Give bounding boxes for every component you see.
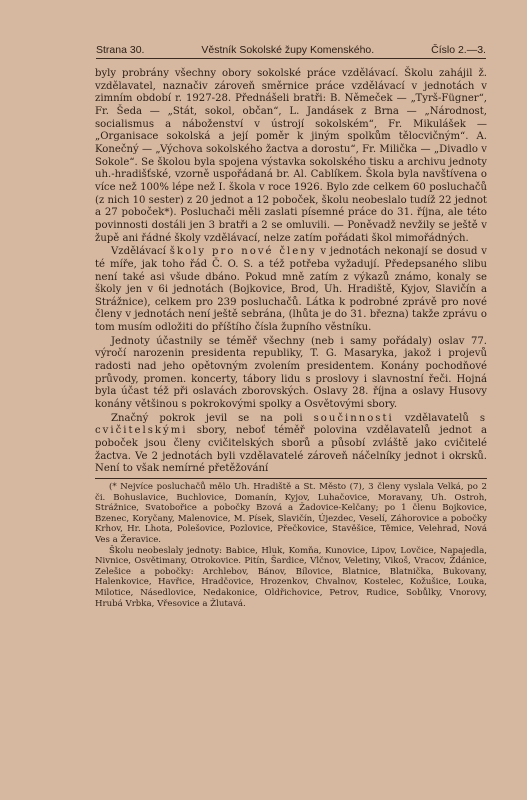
emphasized-text: školy pro nové členy [169,246,317,258]
emphasized-text: s cvičitelskými [95,412,487,437]
paragraph [95,413,487,476]
paragraph-text: Značný pokrok jevil se na poli [111,412,314,424]
footnote-divider [95,478,487,479]
page-number: Strana 30. [96,44,145,56]
paragraph [95,336,487,412]
page-header [96,44,486,59]
paragraph-text: sbory, neboť téměř polovina vzdělavatelů jednot a poboček jsou členy cvičitelských sborů a působí zvláště jako cvičitelé žactva. Ve 2 jednotách byli vzdělavatelé zároveň náčelníky jednot i okrsků. Není to však nemírné přetěžování [95,425,487,475]
footnotes [95,482,487,609]
paragraph-text: v jednotách nekonají se dosud v té míře, jak toho řád Č. O. S. a též potřeba vyžadují. Předepsaného slibu není také asi všude dbáno. Pokud mně zatím z výkazů známo, konaly se školy jen v 6i jednotách (Bojkovice, Brod, Uh. Hradiště, Kyjov, Slavičín a Strážnice), celkem pro 239 posluchačů. Látka k podrobné zprávě pro nové členy v jednotách není ještě sebrána, (lhůta je do 31. března) takže zprávu o tom musím odložiti do příštího čísla župního věstníku. [95,246,487,334]
issue-number: Číslo 2.—3. [431,44,486,56]
paragraph [95,246,487,335]
emphasized-text: součinnosti [313,412,394,424]
paragraph-text: Jednoty účastnily se téměř všechny (neb i samy pořádaly) oslav 77. výročí narozenin presidenta republiky, T. G. Masaryka, jakož i projevů radosti nad jeho opětovným zvolením presidentem. Konány pochodňové průvody, promen. koncerty, tábory lidu s proslovy i slavnostní řeči. Hojná byla účast též při oslavách zborovských. Oslavy 28. října a oslavy Husovy konány většinou s pokrokovými spolky a Osvětovými sbory. [95,335,487,411]
journal-title: Věstník Sokolské župy Komenského. [201,44,375,56]
footnote: Školu neobeslaly jednoty: Babice, Hluk, Komňa, Kunovice, Lipov, Lovčice, Napajedla, Nivnice, Osvětimany, Otrokovice. Pitín, Šardice, Vlčnov, Veletiny, Vikoš, Vracov, Ždánice, Zelešice a pobočky: Archlebov, Bánov, Bílovice, Blatnice, Blatnička, Bukovany, Halenkovice, Havřice, Hradčovice, Hrozenkov, Chvalnov, Kostelec, Kožušice, Louka, Milotice, Násedlovice, Nedakonice, Oldřichovice, Petrov, Rudice, Sobůlky, Vnorovy, Hrubá Vrbka, Vřesovice a Žlutavá. [95,545,487,609]
footnote: (* Nejvíce posluchačů mělo Uh. Hradiště a St. Město (7), 3 členy vyslala Velká, po 2 či. Bohuslavice, Buchlovice, Domanín, Kyjov, Luhačovice, Moravany, Uh. Ostroh, Strážnice, Svatobořice a pobočky Bzová a Žadovice-Kelčany; po 1 členu Bojkovice, Bzenec, Koryčany, Malenovice, M. Písek, Slavičín, Újezdec, Veselí, Záhorovice a pobočky Krhov, Hr. Lhota, Polešovice, Pozlovice, Přečkovice, Stavěšice, Těmice, Velehrad, Nová Ves a Žeravice. [95,482,487,545]
paragraph-text: Vzdělávací [111,246,170,258]
article-body [95,68,487,609]
paragraph-text: vzdělavatelů [393,412,480,424]
paragraph [95,68,487,245]
paragraph-text: byly probrány všechny obory sokolské práce vzdělávací. Školu zahájil ž. vzdělavatel, naznačiv zároveň směrnice práce vzdělávací v jednotách v zimním období r. 1927-28. Přednášeli bratři: B. Němeček — „Tyrš-Fügner“, Fr. Šeda — „Stát, sokol, občan“, L. Jandásek z Brna — „Národnost, socialismus a náboženství v ústrojí sokolském“, Fr. Mikulášek — „Organisace sokolská a její poměr k jiným spolkům tělocvičným“. A. Konečný — „Výchova sokolského žactva a dorostu“, Fr. Milička — „Divadlo v Sokole“. Se školou byla spojena výstavka sokolského tisku a archivu jednoty uh.-hradišťské, vzorně uspořádaná br. Al. Cablíkem. Škola byla navštívena o více než 100% lépe než I. škola v roce 1926. Bylo zde celkem 60 posluchačů (z nich 10 sester) z 20 jednot a 12 poboček, školu neobeslalo tudíž 22 jednot a 27 poboček*). Posluchači měli zaslati písemné práce do 31. října, ale této povinnosti dostáli jen 3 bratři a 2 se omluvili. — Poněvadž nevžily se ještě v župě ani řádné školy vzdělávací, nelze zatím pořádati škol mimořádných. [95,68,487,244]
